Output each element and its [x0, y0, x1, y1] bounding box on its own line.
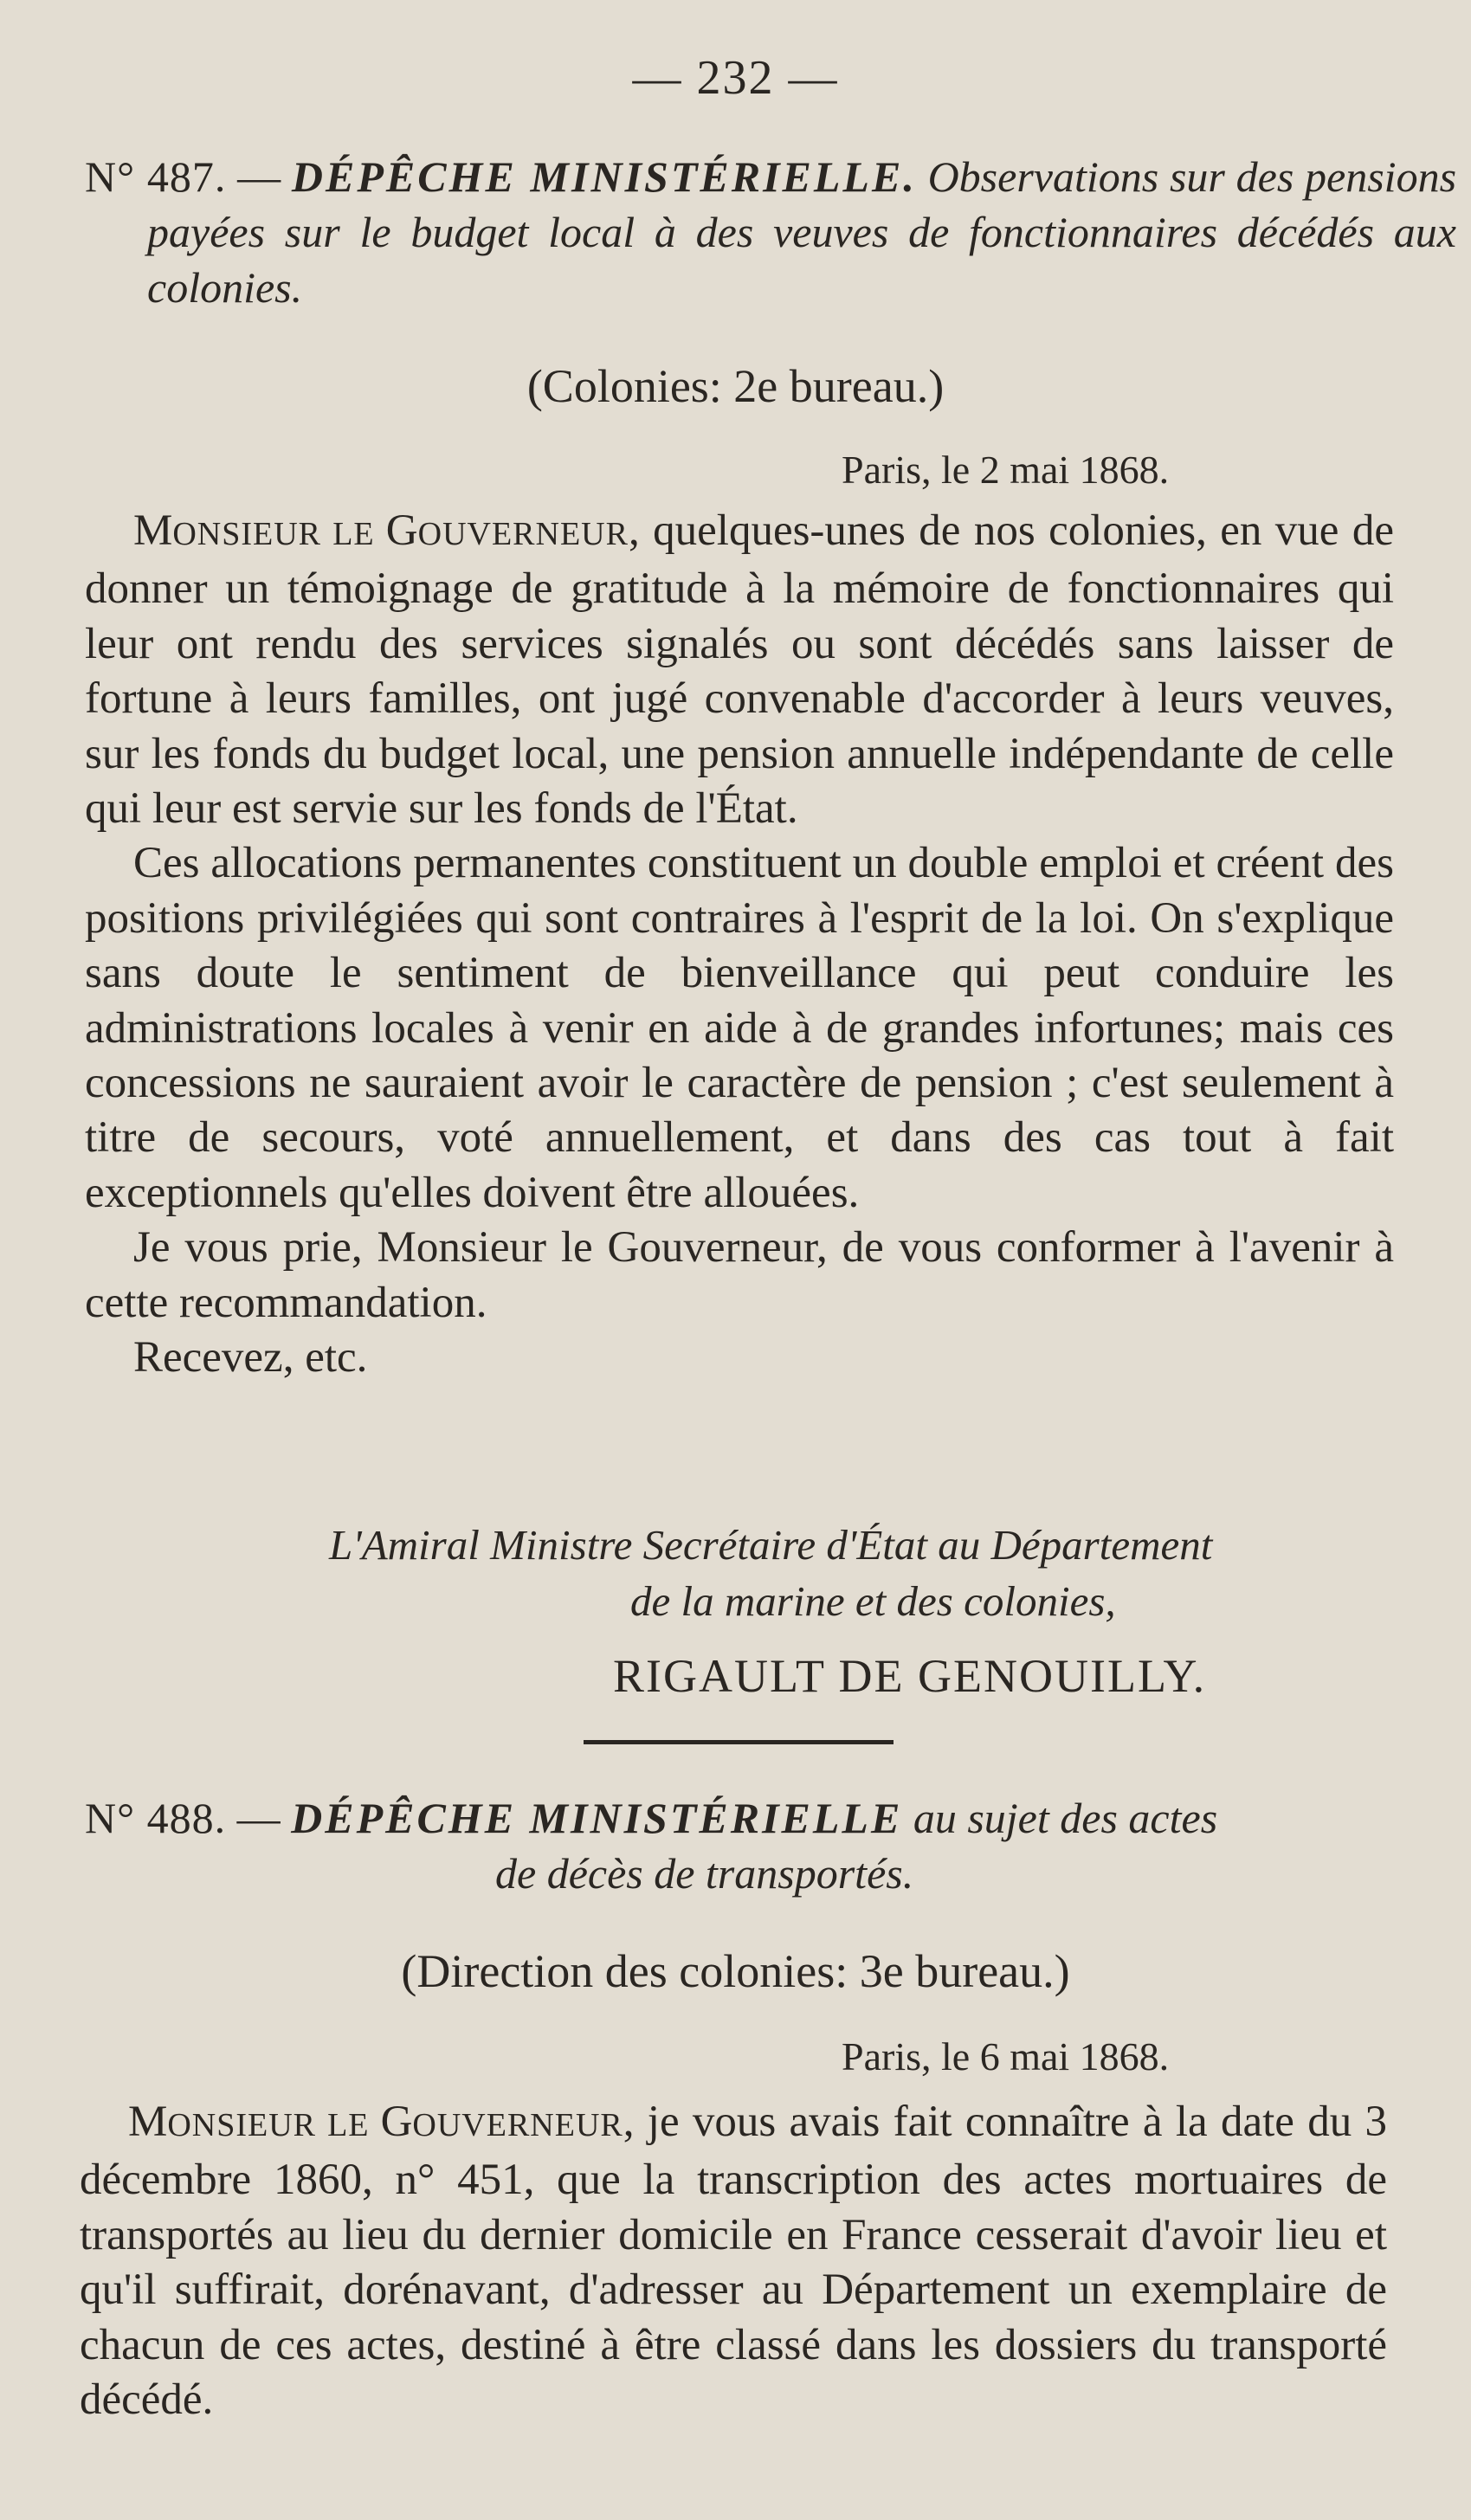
- salutation-smallcaps: ONSIEUR LE: [172, 516, 386, 552]
- section-divider: [584, 1740, 894, 1744]
- entry-487-heading: [85, 149, 1456, 315]
- entry-487-paragraph-3: Je vous prie, Monsieur le Gouverneur, de vous conformer à l'avenir à cette recommandation.: [85, 1223, 1394, 1327]
- entry-488-title: DÉPÊCHE MINISTÉRIELLE: [291, 1794, 903, 1842]
- entry-487-signature-name: RIGAULT DE GENOUILLY.: [613, 1650, 1207, 1702]
- entry-487-paragraph-2: Ces allocations permanentes constituent un double emploi et créent des positions privilégiées qui sont contraires à l'esprit de la loi. On s'explique sans doute le sentiment de bienveillance qui peut conduire les administrations locales à venir en aide à de grandes infortunes; mais ces concessions ne sauraient avoir le caractère de pension ; c'est seulement à titre de secours, voté annuellement, et dans des cas tout à fait exceptionnels qu'elles doivent être allouées.: [85, 839, 1394, 1217]
- salutation-initial: G: [385, 506, 418, 555]
- entry-488-paragraph-1: [80, 2095, 1387, 2427]
- entry-488-body: [80, 2095, 1387, 2427]
- entry-487-body: [85, 504, 1394, 1386]
- entry-487-number: N° 487.: [85, 152, 227, 201]
- entry-487-paragraph-1: [85, 504, 1394, 836]
- entry-487-signature-line-1: L'Amiral Ministre Secrétaire d'État au Département: [329, 1521, 1213, 1569]
- salutation-initial: M: [133, 506, 173, 555]
- entry-488-subject-line-1: au sujet des actes: [902, 1794, 1218, 1842]
- entry-488-date: Paris, le 6 mai 1868.: [842, 2034, 1170, 2079]
- entry-487-subject: Observations sur des pensions payées sur le budget local à des veuves de fonctionnaires décédés aux colonies.: [147, 152, 1457, 312]
- entry-487-title: DÉPÊCHE MINISTÉRIELLE.: [291, 152, 917, 201]
- entry-488-dash: —: [226, 1794, 292, 1842]
- entry-488-number: N° 488.: [85, 1794, 227, 1842]
- salutation-initial: G: [380, 2098, 413, 2146]
- entry-487-bureau: (Colonies: 2e bureau.): [526, 360, 945, 412]
- entry-487-date: Paris, le 2 mai 1868.: [842, 448, 1170, 492]
- salutation-smallcaps: OUVERNEUR: [412, 2107, 623, 2143]
- entry-488-bureau: (Direction des colonies: 3e bureau.): [401, 1945, 1070, 1997]
- paragraph-text: , quelques-unes de nos colonies, en vue de donner un témoignage de gratitude à la mémoire de fonctionnaires qui leur ont rendu des services signalés ou sont décédés sans laisser de fortune à leurs familles, ont jugé convenable d'accorder à leurs veuves, sur les fonds du budget local, une pension annuelle indépendante de celle qui leur est servie sur les fonds de l'État.: [85, 506, 1394, 834]
- salutation-smallcaps: OUVERNEUR: [417, 516, 629, 552]
- paragraph-text: , je vous avais fait connaître à la date du 3 décembre 1860, n° 451, que la transcription des actes mortuaires de transportés au lieu du dernier domicile en France cesserait d'avoir lieu et qu'il suffirait, dorénavant, d'adresser au Département un exemplaire de chacun de ces actes, destiné à être classé dans les dossiers du transporté décédé.: [80, 2098, 1387, 2425]
- salutation-initial: M: [128, 2098, 168, 2146]
- page-number: — 232 —: [632, 51, 839, 105]
- entry-488-subject-line-2: de décès de transportés.: [495, 1849, 914, 1898]
- entry-488-heading: [85, 1790, 1394, 1846]
- entry-487-signature-line-2: de la marine et des colonies,: [630, 1577, 1116, 1625]
- salutation-smallcaps: ONSIEUR LE: [167, 2107, 381, 2143]
- entry-487-dash: —: [226, 152, 292, 201]
- entry-487-paragraph-4: Recevez, etc.: [133, 1333, 368, 1382]
